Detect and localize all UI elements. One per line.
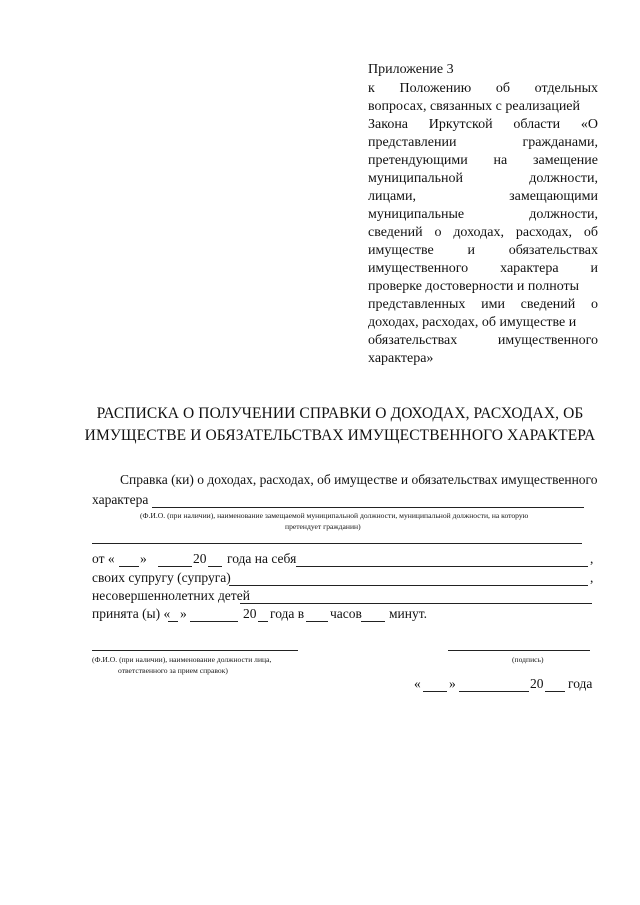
annex-word: расходах, <box>515 225 573 240</box>
from-year-field[interactable] <box>208 566 222 567</box>
from-comma: , <box>590 551 594 566</box>
date-year-suffix: года <box>568 676 593 691</box>
applicant-hint-line-2: претендует гражданин) <box>285 522 361 531</box>
signature-field[interactable] <box>448 650 590 651</box>
annex-word: проверке достоверности и полноты <box>368 279 580 294</box>
accepted-quote-close: » <box>180 606 187 621</box>
annex-line <box>368 350 598 368</box>
accepted-day-field[interactable] <box>168 621 178 622</box>
annex-word: на <box>493 153 508 168</box>
annex-word: сведений <box>368 225 423 240</box>
annex-word: характера <box>500 261 559 276</box>
annex-line <box>368 242 598 260</box>
annex-line <box>368 296 598 314</box>
annex-line <box>368 170 598 188</box>
intro-line-2: характера <box>92 492 149 507</box>
date-day-field[interactable] <box>423 691 447 692</box>
accepted-year-suffix: года в <box>270 606 305 621</box>
annex-word: доходах, расходах, об имуществе и <box>368 315 577 330</box>
annex-word: обязательствах <box>508 243 598 258</box>
signature-hint: (подпись) <box>512 655 544 664</box>
from-day-field[interactable] <box>119 566 139 567</box>
annex-word: замещающими <box>509 189 598 204</box>
annex-reference-text <box>368 80 598 368</box>
from-month-field[interactable] <box>158 566 192 567</box>
annex-word: Иркутской <box>428 117 493 132</box>
annex-word: отдельных <box>534 81 598 96</box>
annex-word: имущественного <box>368 261 469 276</box>
annex-word: имуществе <box>368 243 434 258</box>
annex-line <box>368 314 598 332</box>
annex-word: муниципальные <box>368 207 465 222</box>
annex-word: представленных <box>368 297 466 312</box>
applicant-name-field[interactable] <box>152 507 584 508</box>
annex-line <box>368 116 598 134</box>
date-month-field[interactable] <box>459 691 529 692</box>
annex-word: и <box>590 261 598 276</box>
spouse-name-field[interactable] <box>229 585 588 586</box>
date-open-quote: « <box>414 676 421 691</box>
annex-word: претендующими <box>368 153 468 168</box>
intro-line-1: Справка (ки) о доходах, расходах, об имуществе и обязательствах имущественного <box>120 472 598 487</box>
applicant-name-field-continued[interactable] <box>92 543 582 544</box>
annex-line <box>368 260 598 278</box>
annex-word: «О <box>580 117 598 132</box>
responsible-person-field[interactable] <box>92 650 298 651</box>
annex-word: и <box>467 243 475 258</box>
annex-word: вопросах, связанных с реализацией <box>368 99 581 114</box>
annex-word: о <box>434 225 442 240</box>
annex-line <box>368 224 598 242</box>
annex-word: лицами, <box>368 189 417 204</box>
annex-word: замещение <box>532 153 598 168</box>
annex-line <box>368 278 598 296</box>
annex-word: доходах, <box>453 225 504 240</box>
annex-word: об <box>495 81 510 96</box>
annex-word: должности, <box>529 171 598 186</box>
annex-line <box>368 332 598 350</box>
accepted-year-prefix: 20 <box>243 606 257 621</box>
accepted-year-field[interactable] <box>258 621 268 622</box>
annex-word: области <box>513 117 561 132</box>
annex-word: имущественного <box>497 333 598 348</box>
accepted-month-field[interactable] <box>190 621 238 622</box>
annex-word: обязательствах <box>368 333 458 348</box>
annex-word: характера» <box>368 351 434 366</box>
annex-word: гражданами, <box>522 135 598 150</box>
annex-word: должности, <box>529 207 598 222</box>
annex-word: ими <box>481 297 505 312</box>
from-year-prefix: 20 <box>193 551 207 566</box>
date-year-prefix: 20 <box>530 676 544 691</box>
annex-line <box>368 152 598 170</box>
spouse-label: своих супругу (супруга) <box>92 570 231 585</box>
from-suffix: года на себя <box>227 551 297 566</box>
document-title-line-2: ИМУЩЕСТВЕ И ОБЯЗАТЕЛЬСТВАХ ИМУЩЕСТВЕННОГО ХАРАКТЕРА <box>84 427 596 444</box>
responsible-person-hint-line-1: (Ф.И.О. (при наличии), наименование должности лица, <box>92 655 272 664</box>
annex-line <box>368 80 598 98</box>
hours-label: часов <box>330 606 362 621</box>
from-prefix: от « <box>92 551 115 566</box>
annex-line <box>368 188 598 206</box>
spouse-comma: , <box>590 570 594 585</box>
annex-line <box>368 206 598 224</box>
minutes-label: минут. <box>389 606 428 621</box>
from-quote-close: » <box>140 551 147 566</box>
annex-word: Положению <box>399 81 472 96</box>
annex-word: об <box>583 225 598 240</box>
date-year-field[interactable] <box>545 691 565 692</box>
applicant-hint-line-1: (Ф.И.О. (при наличии), наименование замещаемой муниципальной должности, муниципальной должности, на которую <box>140 511 529 520</box>
annex-title: Приложение 3 <box>368 62 454 77</box>
date-close-quote: » <box>449 676 456 691</box>
annex-line <box>368 98 598 116</box>
accepted-minutes-field[interactable] <box>361 621 385 622</box>
self-name-field[interactable] <box>296 566 588 567</box>
annex-word: представлении <box>368 135 457 150</box>
responsible-person-hint-line-2: ответственного за прием справок) <box>118 666 228 675</box>
annex-word: муниципальной <box>368 171 464 186</box>
accepted-hours-field[interactable] <box>306 621 328 622</box>
annex-word: сведений <box>520 297 576 312</box>
annex-word: к <box>368 81 375 96</box>
accepted-prefix: принята (ы) « <box>92 606 171 621</box>
children-names-field[interactable] <box>240 603 592 604</box>
children-label: несовершеннолетних детей <box>92 588 250 603</box>
annex-word: о <box>590 297 598 312</box>
annex-line <box>368 134 598 152</box>
annex-word: Закона <box>368 117 409 132</box>
document-title-line-1: РАСПИСКА О ПОЛУЧЕНИИ СПРАВКИ О ДОХОДАХ, РАСХОДАХ, ОБ <box>96 405 584 422</box>
